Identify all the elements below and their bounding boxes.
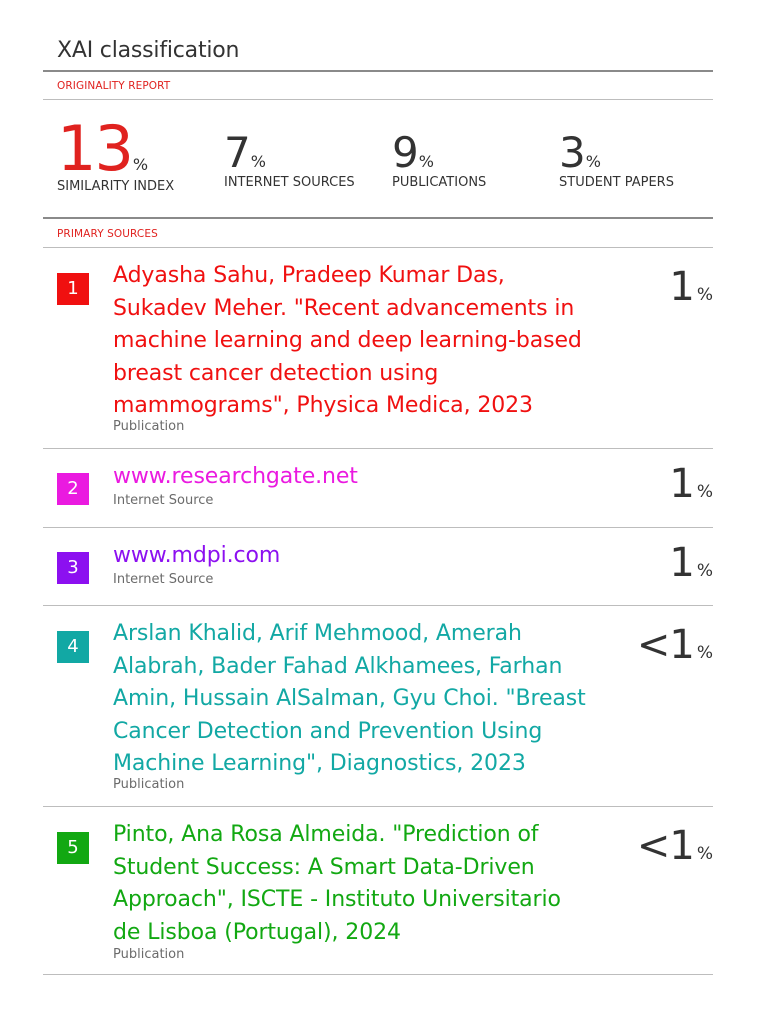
stat-label: PUBLICATIONS <box>392 175 487 190</box>
stat-value: 7 <box>224 128 250 177</box>
source-type: Internet Source <box>113 572 214 587</box>
stat-unit: % <box>132 155 149 174</box>
stat-unit: % <box>585 152 601 171</box>
source-percent-value: 1 <box>669 540 694 586</box>
source-divider <box>43 974 713 975</box>
source-percent <box>669 540 713 586</box>
source-percent-value: 1 <box>669 264 694 310</box>
source-type: Publication <box>113 419 185 434</box>
source-type: Publication <box>113 947 185 962</box>
stat-student-papers <box>559 128 674 190</box>
stat-label: STUDENT PAPERS <box>559 175 674 190</box>
stat-value: 13 <box>57 112 132 185</box>
source-title[interactable]: Arslan Khalid, Arif Mehmood, Amerah Alabrah, Bader Fahad Alkhamees, Farhan Amin, Hussain AlSalman, Gyu Choi. "Breast Cancer Detection and Prevention Using Machine Learning", Diagnostics, 2023 <box>113 621 586 776</box>
originality-report-label: ORIGINALITY REPORT <box>57 80 171 92</box>
source-title[interactable]: www.researchgate.net <box>113 464 358 489</box>
source-percent-unit: % <box>696 482 713 502</box>
stat-unit: % <box>250 152 266 171</box>
source-percent-value: 1 <box>669 461 694 507</box>
source-percent-unit: % <box>696 844 713 864</box>
source-item-1 <box>43 248 713 448</box>
title-divider <box>43 70 713 72</box>
source-number-badge: 3 <box>57 552 89 584</box>
source-number-badge: 4 <box>57 631 89 663</box>
source-number-badge: 1 <box>57 273 89 305</box>
stat-similarity-index <box>57 112 174 194</box>
source-percent <box>669 461 713 507</box>
stats-row <box>57 112 713 202</box>
source-title[interactable]: www.mdpi.com <box>113 543 281 568</box>
source-percent-value: <1 <box>636 823 694 869</box>
source-percent-value: <1 <box>636 622 694 668</box>
report-divider <box>43 99 713 100</box>
stat-value: 3 <box>559 128 585 177</box>
source-type: Publication <box>113 777 185 792</box>
stat-label: SIMILARITY INDEX <box>57 179 175 194</box>
source-number-badge: 5 <box>57 832 89 864</box>
source-percent <box>637 622 713 668</box>
stat-unit: % <box>418 152 434 171</box>
source-percent-unit: % <box>696 561 713 581</box>
stat-value: 9 <box>392 128 418 177</box>
source-percent-unit: % <box>696 285 713 305</box>
primary-sources-label: PRIMARY SOURCES <box>57 228 158 240</box>
source-item-5 <box>43 807 713 975</box>
source-number-badge: 2 <box>57 473 89 505</box>
source-title[interactable]: Pinto, Ana Rosa Almeida. "Prediction of Student Success: A Smart Data-Driven Approach", ISCTE - Instituto Universitario de Lisboa (Portugal), 2024 <box>113 822 561 945</box>
source-percent <box>669 264 713 310</box>
source-item-3 <box>43 528 713 606</box>
source-type: Internet Source <box>113 493 214 508</box>
source-percent-unit: % <box>696 643 713 663</box>
source-item-2 <box>43 449 713 527</box>
source-percent <box>637 823 713 869</box>
stats-divider <box>43 217 713 219</box>
source-title[interactable]: Adyasha Sahu, Pradeep Kumar Das, Sukadev Meher. "Recent advancements in machine learning and deep learning-based breast cancer detection using mammograms", Physica Medica, 2023 <box>113 263 582 418</box>
stat-publications <box>392 128 486 190</box>
stat-internet-sources <box>224 128 355 190</box>
source-item-4 <box>43 606 713 806</box>
stat-label: INTERNET SOURCES <box>224 175 355 190</box>
document-title: XAI classification <box>57 38 240 63</box>
